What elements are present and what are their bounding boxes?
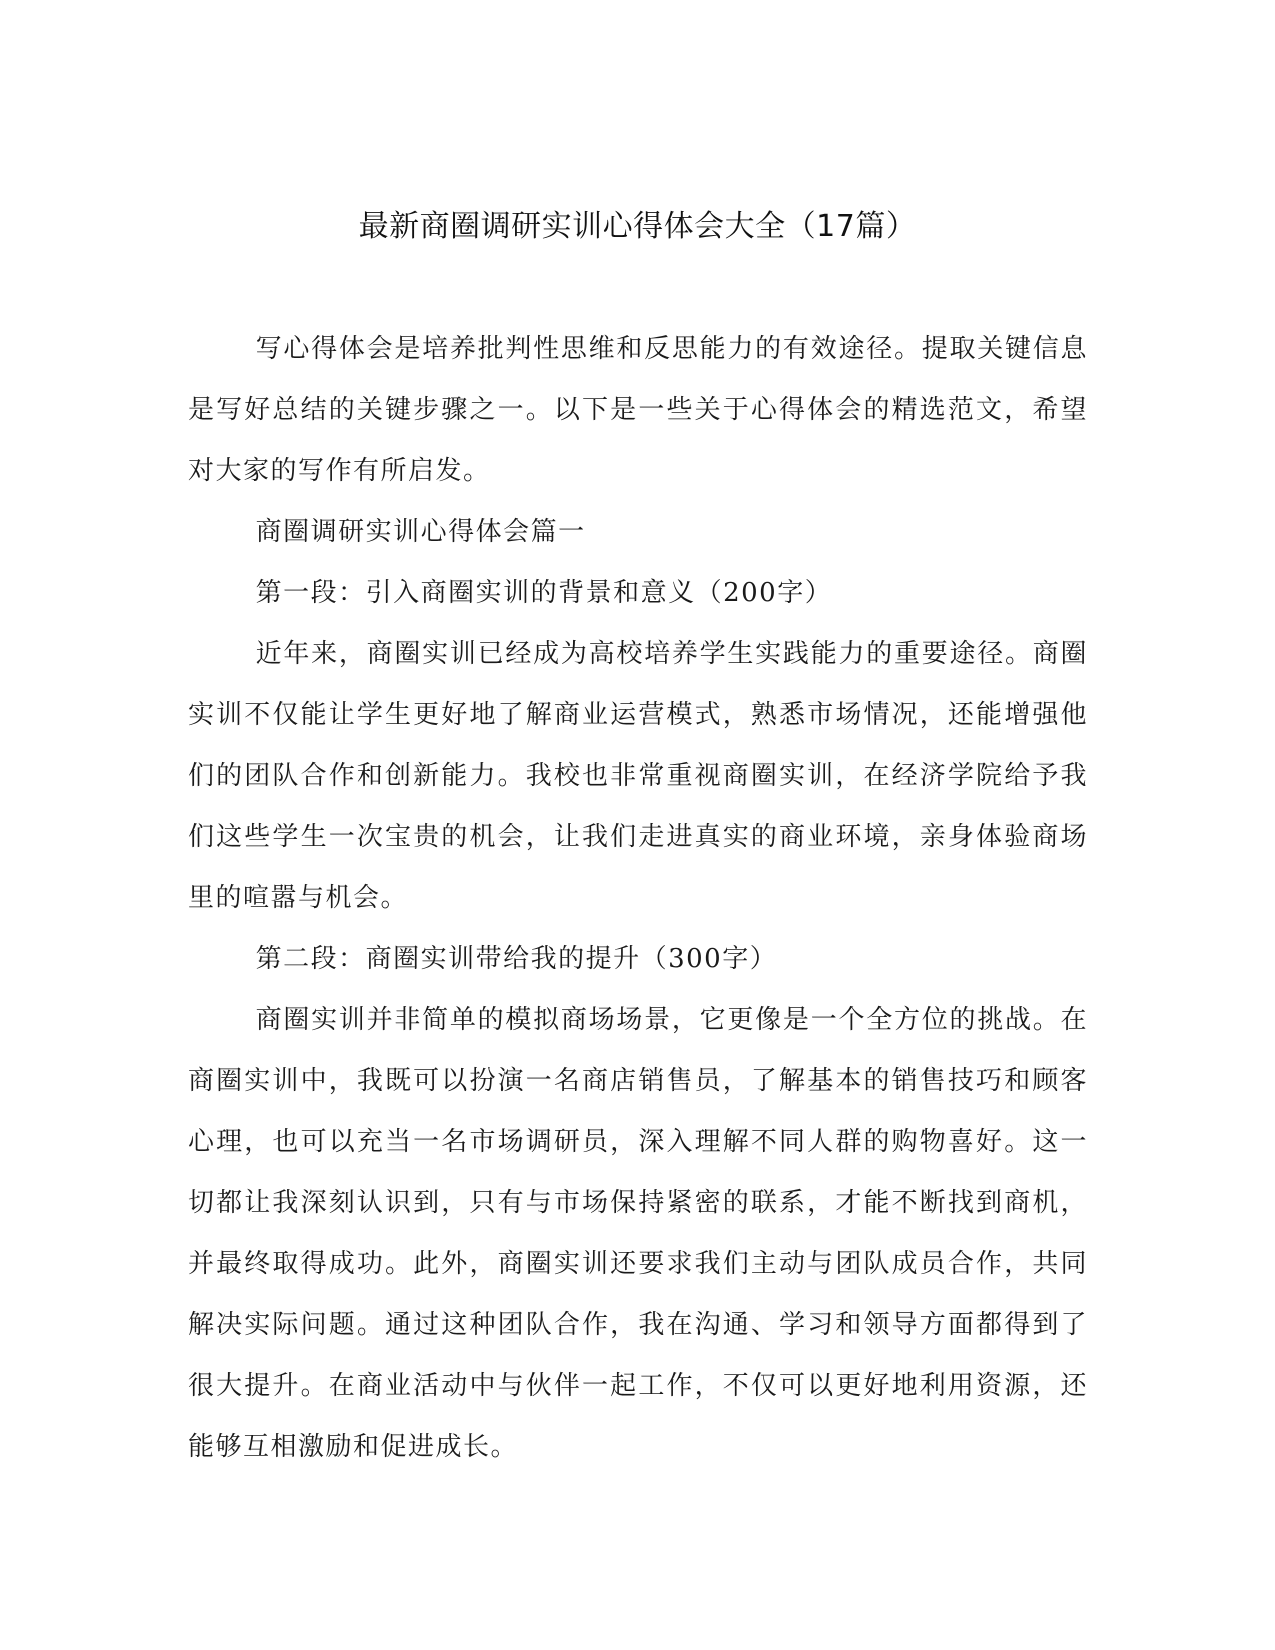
- intro-paragraph: 写心得体会是培养批判性思维和反思能力的有效途径。提取关键信息是写好总结的关键步骤之一。以下是一些关于心得体会的精选范文，希望对大家的写作有所启发。: [188, 334, 1088, 486]
- section-heading: 商圈调研实训心得体会篇一: [255, 517, 586, 547]
- document-body: [188, 319, 1088, 1478]
- subsection-heading: 第一段：引入商圈实训的背景和意义（200字）: [255, 578, 833, 608]
- subsection-heading: 第二段：商圈实训带给我的提升（300字）: [255, 944, 778, 974]
- document-title: 最新商圈调研实训心得体会大全（17篇）: [358, 209, 917, 244]
- body-paragraph: 商圈实训并非简单的模拟商场场景，它更像是一个全方位的挑战。在商圈实训中，我既可以扮演一名商店销售员，了解基本的销售技巧和顾客心理，也可以充当一名市场调研员，深入理解不同人群的购物喜好。这一切都让我深刻认识到，只有与市场保持紧密的联系，才能不断找到商机，并最终取得成功。此外，商圈实训还要求我们主动与团队成员合作，共同解决实际问题。通过这种团队合作，我在沟通、学习和领导方面都得到了很大提升。在商业活动中与伙伴一起工作，不仅可以更好地利用资源，还能够互相激励和促进成长。: [188, 1005, 1088, 1462]
- body-paragraph: 近年来，商圈实训已经成为高校培养学生实践能力的重要途径。商圈实训不仅能让学生更好地了解商业运营模式，熟悉市场情况，还能增强他们的团队合作和创新能力。我校也非常重视商圈实训，在经济学院给予我们这些学生一次宝贵的机会，让我们走进真实的商业环境，亲身体验商场里的喧嚣与机会。: [188, 639, 1088, 913]
